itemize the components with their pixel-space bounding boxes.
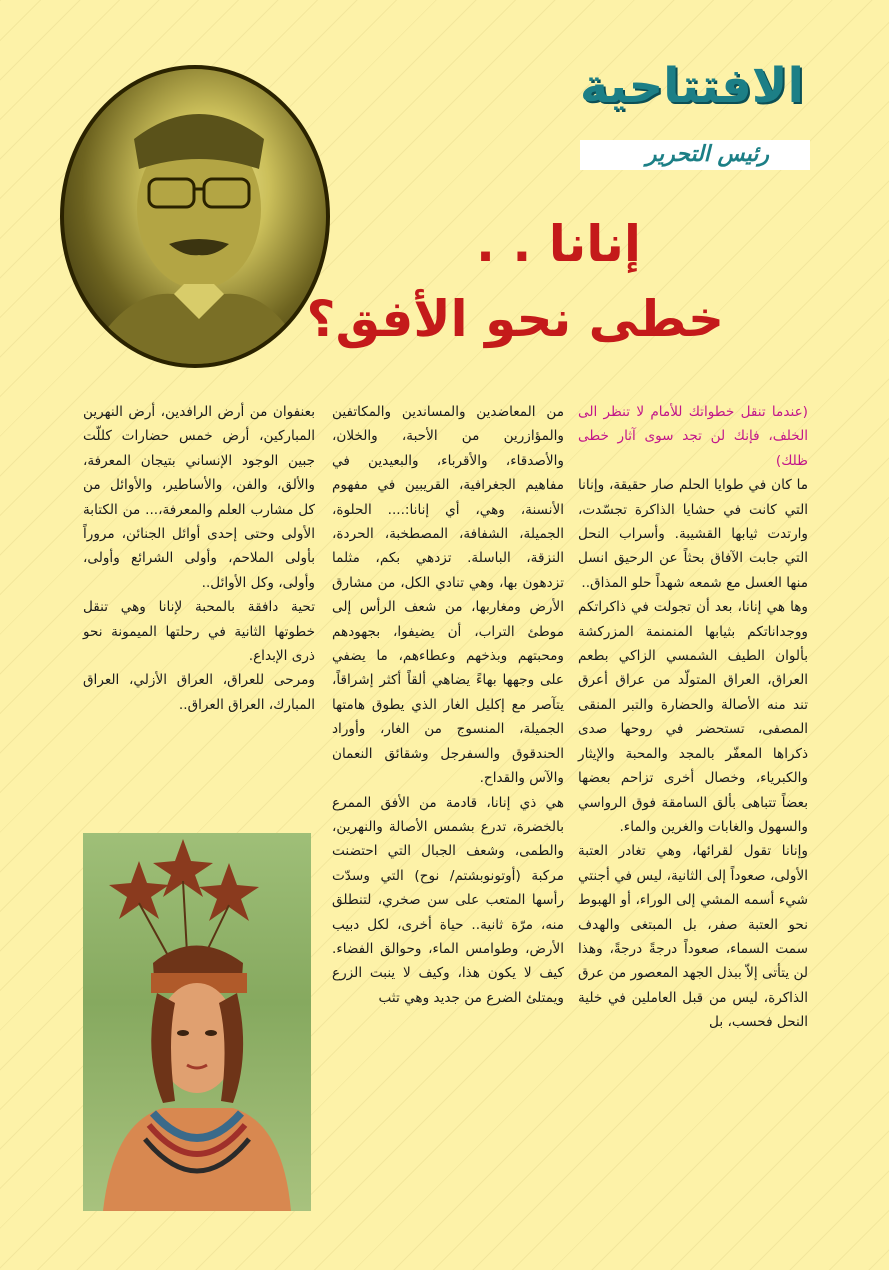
masthead: الافتتاحية	[579, 58, 804, 114]
intro-quote: (عندما تنقل خطواتك للأمام لا تنظر الى الخلف، فإنك لن تجد سوى آثار خطى ظلك)	[578, 404, 808, 469]
paragraph: ومرحى للعراق، العراق الأزلي، العراق المبارك، العراق العراق..	[83, 672, 315, 713]
paragraph: وإنانا تقول لقرائها، وهي تغادر العتبة الأولى، صعوداً إلى الثانية، ليس في أجنتي شيء أسمه المشي إلى الوراء، أو الهبوط نحو العتبة صفر، بل المبتغى والهدف سمت السماء، صعوداً درجةً درجةً، وهذا لن يتأتى إلاّ ببذل الجهد المعصور من عرق الذاكرة، ليس من قبل العاملين في خلية النحل فحسب، بل	[578, 843, 808, 1031]
painting-inanna	[83, 833, 311, 1211]
editor-in-chief-label: رئيس التحرير	[645, 142, 769, 167]
column-3	[83, 400, 315, 717]
paragraph: تحية دافقة بالمحبة لإنانا وهي تنقل خطوتها الثانية في رحلتها الميمونة نحو ذرى الإبداع.	[83, 599, 315, 665]
column-1	[578, 400, 808, 1035]
headline-line-1: إنانا . .	[475, 215, 641, 273]
headline-line-2: خطى نحو الأفق؟	[306, 290, 724, 348]
paragraph: من المعاضدين والمساندين والمكاتفين والمؤازرين من الأحبة، والخلان، والأصدقاء، والأقرباء، والبعيدين في مفاهيم الجغرافية، القريبين في مفهوم الأنسنة، وهي، أي إنانا:.... الحلوة، الجميلة، الشفافة، المصطخبة، الحردة، النزقة، الباسلة. تزدهي بكم، مثلما تزدهون بها، وهي تنادي الكل، من مشارق الأرض ومغاربها، من شعف الرأس إلى موطئ التراب، أن يضيفوا، بجهودهم ومحبتهم وبذخهم وعطاءهم، ما يضفي على وجهها بهاءً يضاهي ألقاً أكثر إشراقاً، يتآصر مع إكليل الغار الذي يطوق هامتها الجميلة، المنسوج من الغار، وأوراد الحندقوق والسفرجل وشقائق النعمان والآس والقداح.	[332, 404, 564, 787]
column-2	[332, 400, 564, 1010]
paragraph: هي ذي إنانا، قادمة من الأفق الممرع بالخضرة، تدرع بشمس الأصالة والنهرين، والطمى، وشعف الجبال التي احتضنت مركبة (أوتونوبشتم/ نوح) التي وسدّت رأسها المتعب على سن صخري، لتنطلق منه، مرّة ثانية.. حياة أخرى، لكل دبيب الأرض، وطوامس الماء، وحوالق الفضاء. كيف لا يكون هذا، وكيف لا ينبت الزرع ويمتلئ الضرع من جديد وهي تثب	[332, 794, 564, 1006]
paragraph: ما كان في طوايا الحلم صار حقيقة، وإنانا التي كانت في حشايا الذاكرة تجسّدت، وارتدت ثيابها القشيبة. وأسراب النحل التي جابت الآفاق بحثاً عن الرحيق انسل منها العسل مع شمعه شهداً حلو المذاق..	[578, 477, 808, 591]
paragraph: بعنفوان من أرض الرافدين، أرض النهرين المباركين، أرض خمس حضارات كللّت جبين الوجود الإنساني بتيجان المعرفة، والألق، والفن، والأساطير، والأوائل من كل مشارب العلم والمعرفة،... من الكتابة الأولى وحتى إحدى أوائل الجنائن، مروراً بأولى الملاحم، وأولى الشرائع وأولى، وأولى، وكل الأوائل..	[83, 404, 315, 591]
paragraph: وها هي إنانا، بعد أن تجولت في ذاكراتكم ووجداناتكم بثيابها المنمنمة المزركشة بألوان الطيف الشمسي الزاكي بطعم العراق، العراق المتولّد من عراق أعرق تند منه الأصالة والحضارة والتبر المنقى المصفى، تستحضر في روحها صدى ذكراها المعفّر بالمجد والمحبة والإيثار والكبرياء، وخصال أخرى تزاحم بعضها بعضاً تتباهى بألق السامقة فوق الرواسي والسهول والغابات والغرين والماء.	[578, 599, 808, 835]
portrait-photo	[60, 65, 330, 368]
